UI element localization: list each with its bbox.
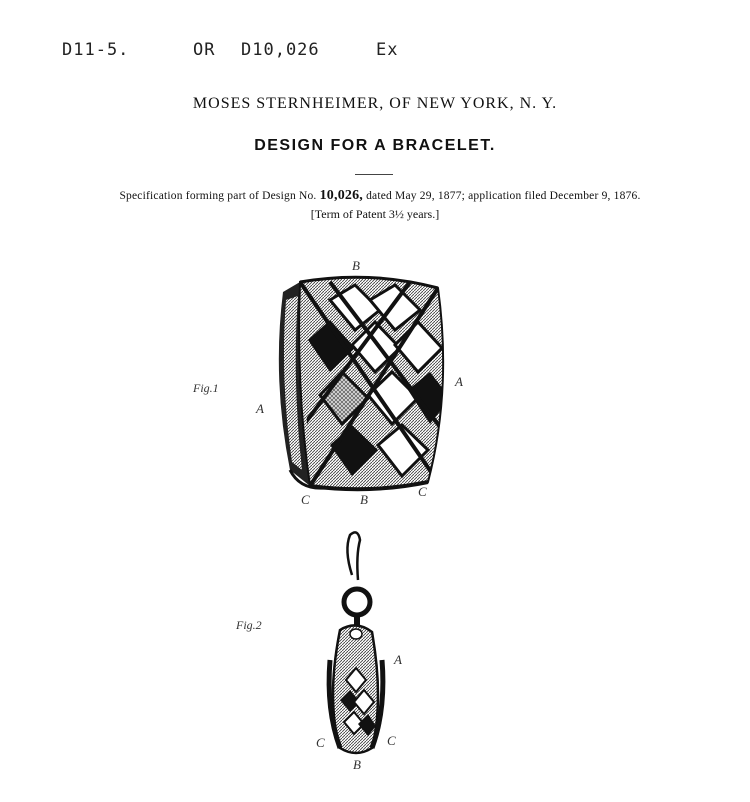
fig1-ref-bottom-center: B [360,492,368,507]
fig2-ref-bottom: B [353,757,361,772]
pendant-ring [344,589,370,615]
design-number: 10,026, [319,188,363,203]
fig2-label: Fig.2 [236,618,262,632]
term-of-patent: [Term of Patent 3½ years.] [310,207,440,221]
fig1-ref-bottom-right: C [418,484,427,499]
typed-code-2: OR [193,40,216,60]
fig1-ref-top: B [352,258,360,273]
fig1-label: Fig.1 [193,381,219,395]
typed-code-1: D11-5. [62,40,130,60]
fig1-ref-left: A [256,401,264,416]
fig2-ref-bottom-left: C [316,735,325,750]
typed-code-3: D10,026 [241,40,320,60]
fig2-ref-bottom-right: C [387,733,396,748]
fig2-ref-right: A [394,652,402,667]
patentee-line: MOSES STERNHEIMER, OF NEW YORK, N. Y. [192,95,558,112]
pendant-hook [347,532,360,580]
spec-prefix: Specification forming part of Design No. [119,190,317,202]
design-title: DESIGN FOR A BRACELET. [254,137,496,154]
fig1-ref-right: A [455,374,463,389]
typed-code-4: Ex [376,40,399,60]
spec-suffix: dated May 29, 1877; application filed December 9, 1876. [366,190,641,202]
fig1-ref-bottom-left: C [301,492,310,507]
